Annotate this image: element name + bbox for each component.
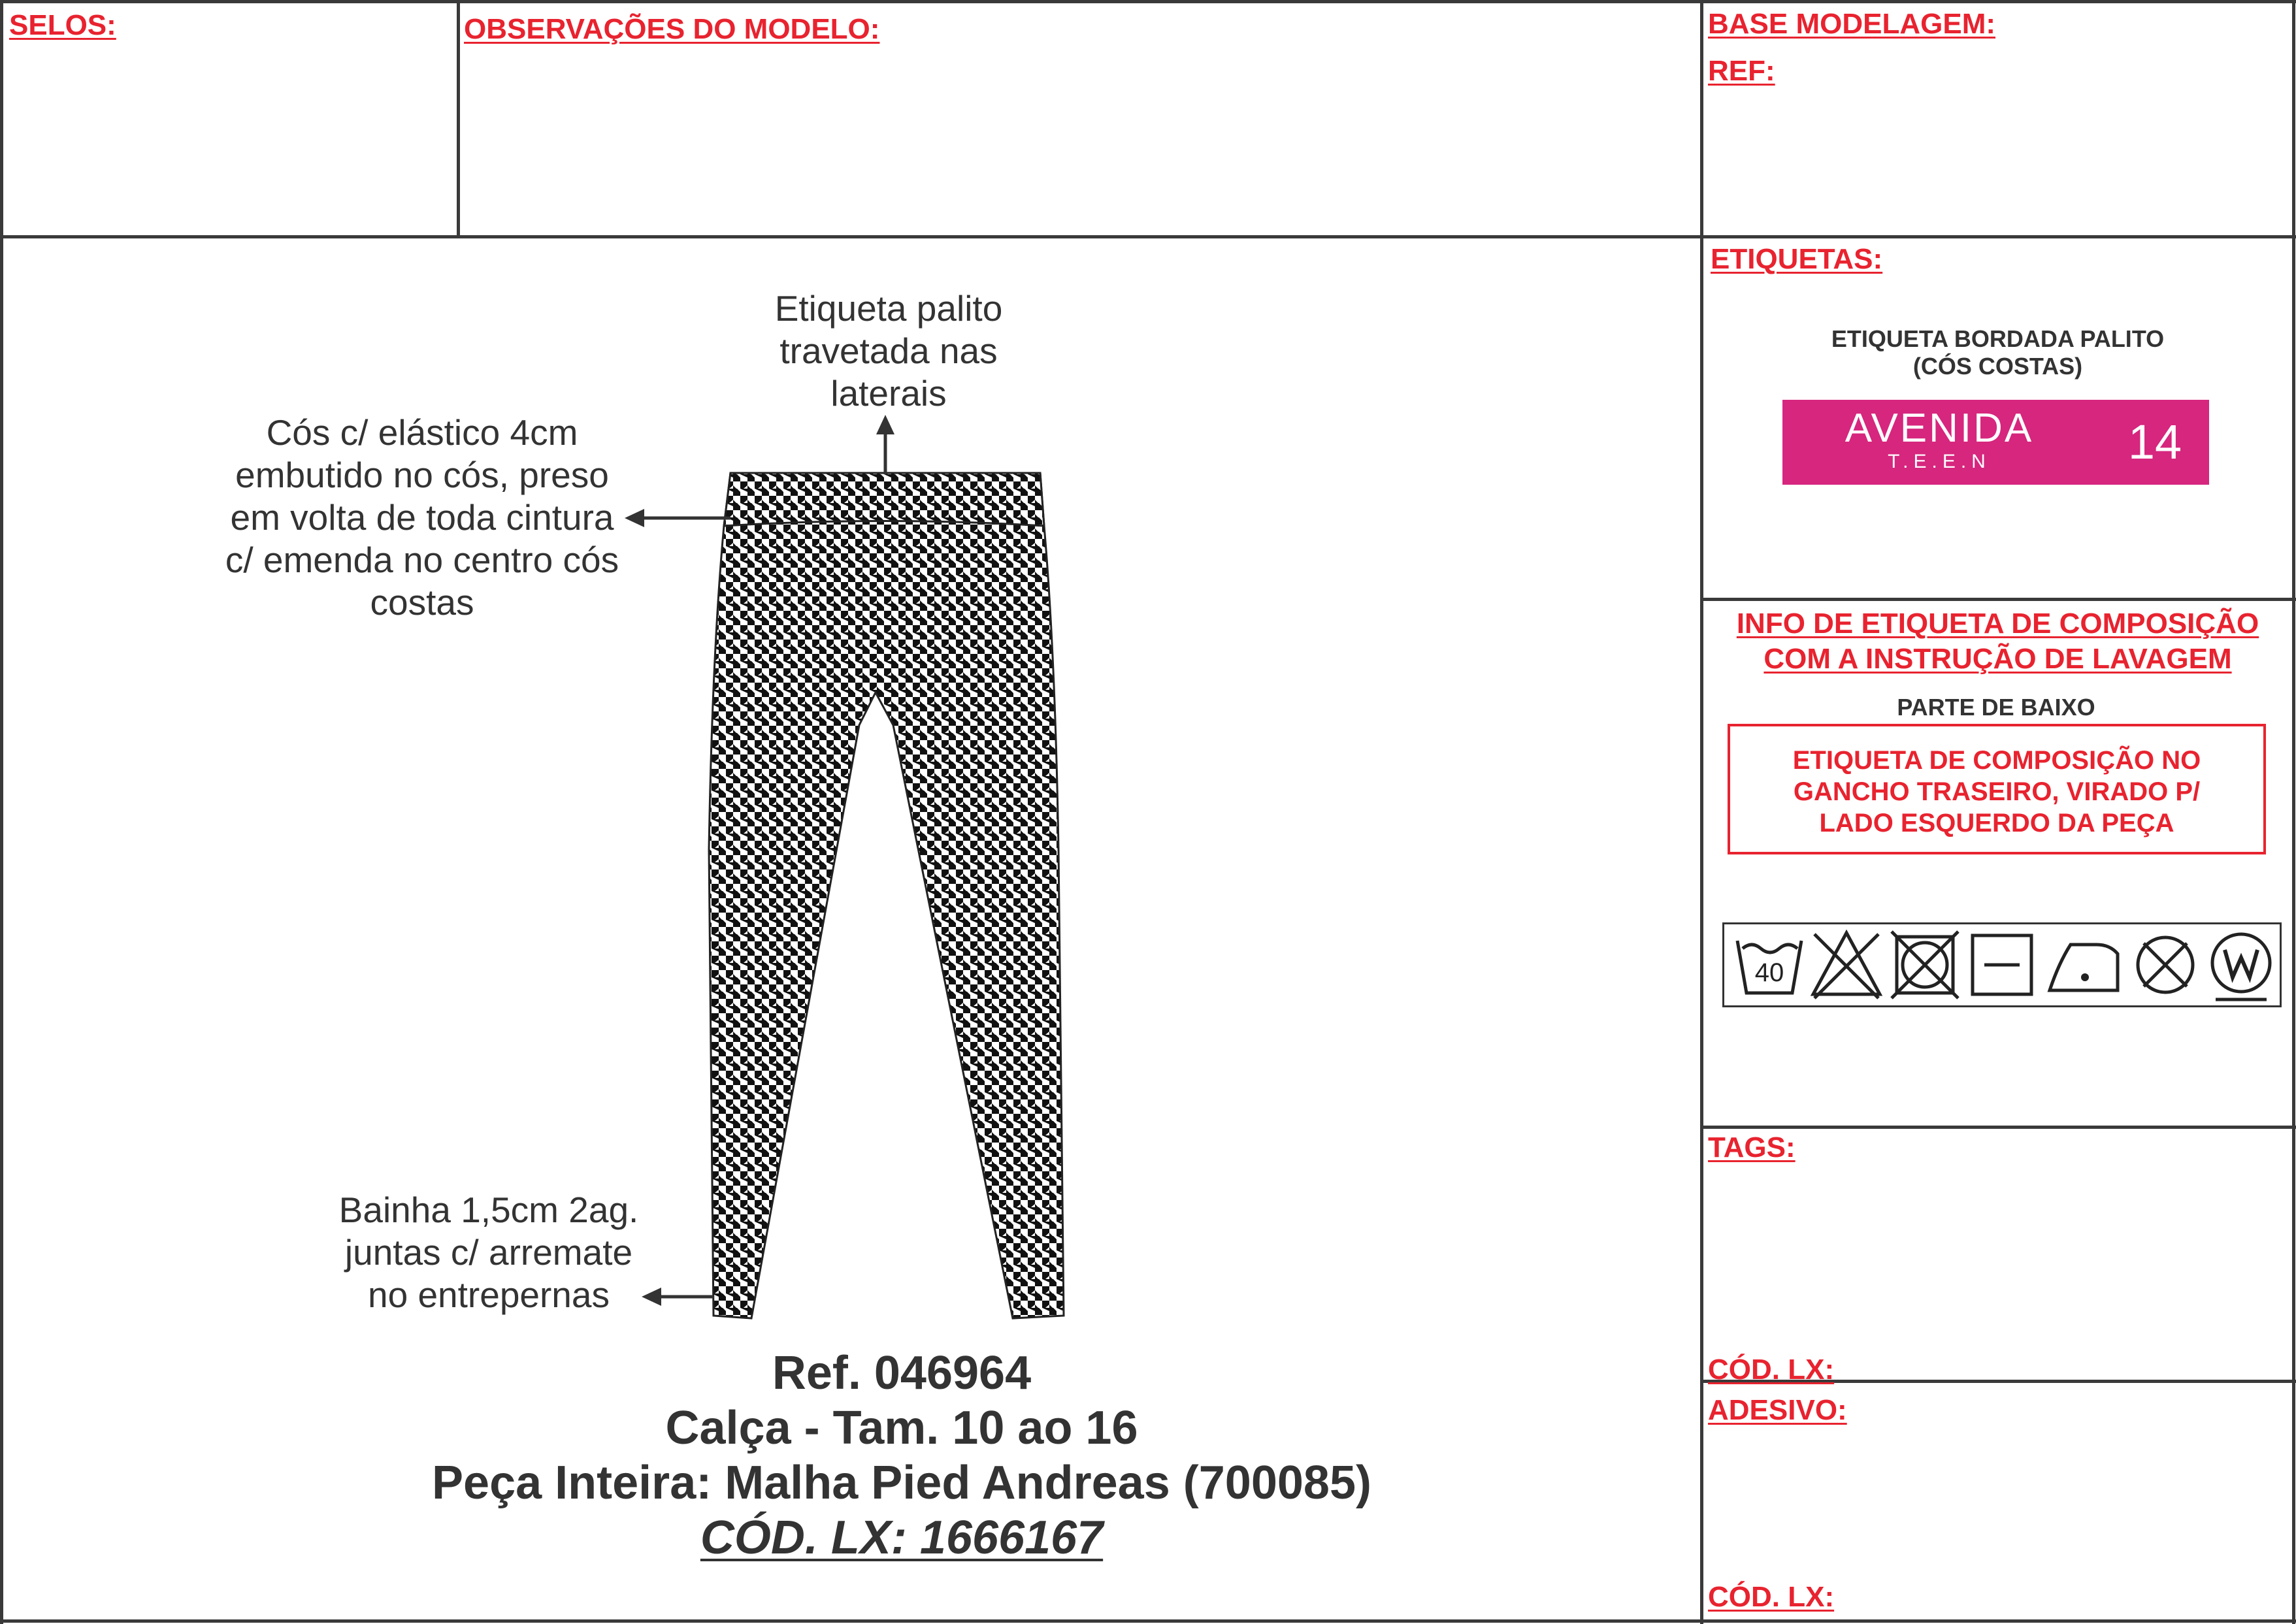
product-fabric: Peça Inteira: Malha Pied Andreas (700085)	[432, 1457, 1371, 1509]
product-cod-lx: CÓD. LX: 1666167	[700, 1512, 1104, 1564]
composicao-box-line1: ETIQUETA DE COMPOSIÇÃO NO	[1792, 746, 2201, 775]
composicao-box-line3: LADO ESQUERDO DA PEÇA	[1819, 809, 2174, 837]
tags-label: TAGS:	[1708, 1131, 1796, 1163]
tags-cod-lx-label: CÓD. LX:	[1708, 1354, 1835, 1386]
composicao-box	[1728, 724, 2266, 854]
etiquetas-divider	[1701, 598, 2296, 601]
etiqueta-description-line1: ETIQUETA BORDADA PALITO	[1831, 325, 2165, 352]
no-bleach-icon	[1808, 928, 1885, 1003]
observacoes-label: OBSERVAÇÕES DO MODELO:	[464, 13, 880, 45]
adesivo-cod-lx-label: CÓD. LX:	[1708, 1581, 1835, 1613]
flat-dry-icon	[1966, 928, 2038, 1003]
composicao-box-line2: GANCHO TRASEIRO, VIRADO P/	[1793, 777, 2201, 806]
waist-annotation-line3: em volta de toda cintura	[230, 497, 614, 538]
waist-annotation-line1: Cós c/ elástico 4cm	[266, 412, 578, 453]
etiquetas-label: ETIQUETAS:	[1711, 243, 1883, 275]
brand-name: AVENIDA	[1845, 406, 2034, 451]
wash-temperature: 40	[1754, 958, 1784, 987]
adesivo-label: ADESIVO:	[1708, 1394, 1847, 1426]
selos-label: SELOS:	[9, 9, 116, 41]
arrow-hem-head	[642, 1288, 661, 1306]
top-annotation-line2: travetada nas	[779, 331, 998, 371]
composicao-divider	[1701, 1126, 2296, 1129]
pants-body	[709, 473, 1064, 1318]
arrow-waist-head	[625, 509, 644, 527]
composicao-title-line1: INFO DE ETIQUETA DE COMPOSIÇÃO	[1736, 608, 2259, 640]
hem-annotation-line1: Bainha 1,5cm 2ag.	[338, 1190, 639, 1230]
waist-annotation-line4: c/ emenda no centro cós	[225, 540, 619, 580]
waist-annotation-line2: embutido no cós, preso	[235, 455, 609, 495]
care-symbols-strip	[1722, 922, 2282, 1007]
hem-annotation-line2: juntas c/ arremate	[344, 1232, 633, 1273]
waistband	[724, 473, 1044, 526]
arrow-top-head	[876, 415, 894, 434]
top-annotation-line3: laterais	[830, 373, 947, 414]
etiqueta-description-line2: (CÓS COSTAS)	[1912, 353, 2083, 380]
hem-annotation-line3: no entrepernas	[368, 1275, 610, 1315]
ref-label: REF:	[1708, 55, 1775, 87]
product-ref: Ref. 046964	[772, 1347, 1032, 1399]
composicao-title-line2: COM A INSTRUÇÃO DE LAVAGEM	[1763, 643, 2232, 675]
product-name: Calça - Tam. 10 ao 16	[665, 1402, 1138, 1454]
wet-clean-icon	[2205, 928, 2277, 1006]
waist-annotation-line5: costas	[370, 582, 474, 623]
base-modelagem-label: BASE MODELAGEM:	[1708, 8, 1995, 40]
iron-low-icon	[2044, 928, 2123, 1003]
no-dry-clean-icon	[2129, 928, 2201, 1003]
wash-40-icon	[1733, 928, 1805, 1003]
brand-sub: T.E.E.N	[1888, 451, 1991, 472]
frame-bottom	[0, 1619, 2296, 1623]
composicao-subtitle: PARTE DE BAIXO	[1897, 694, 2095, 721]
no-tumble-dry-icon	[1889, 928, 1961, 1003]
top-annotation-line1: Etiqueta palito	[774, 288, 1003, 329]
brand-label	[1782, 400, 2209, 485]
brand-number: 14	[2127, 415, 2182, 469]
